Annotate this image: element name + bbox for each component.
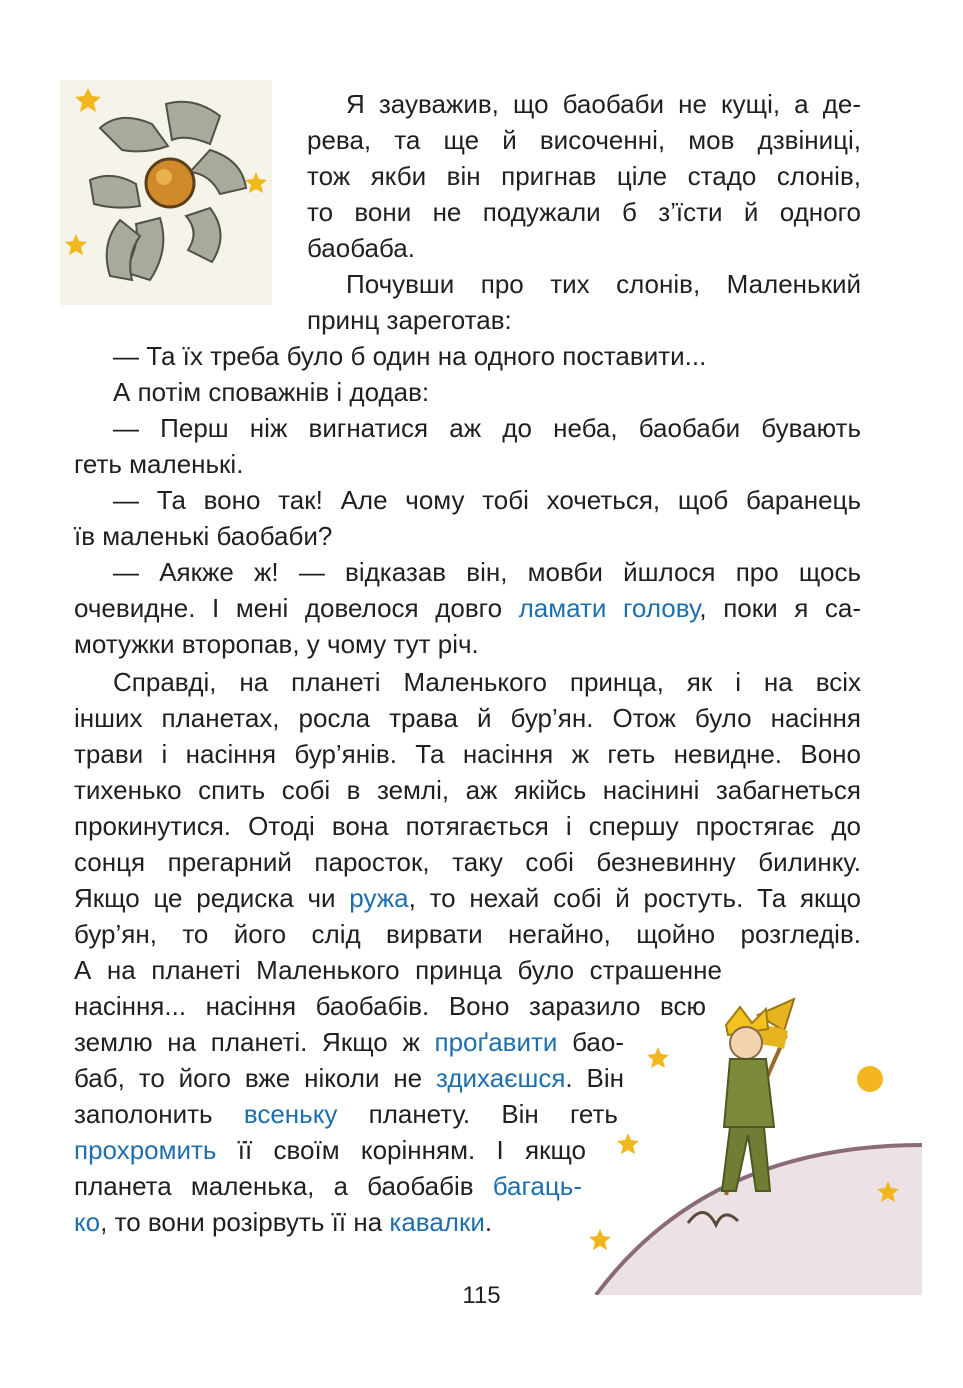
- text-segment: їв маленькі баобаби?: [74, 521, 333, 551]
- text-segment: землю на планеті. Якщо ж: [74, 1027, 435, 1057]
- text-line: [74, 988, 706, 1024]
- text-line: [346, 86, 861, 122]
- text-segment: її своїм корінням. І якщо: [216, 1135, 586, 1165]
- glossary-word-link[interactable]: прохромить: [74, 1135, 217, 1165]
- text-segment: мотужки второпав, у чому тут річ.: [74, 629, 479, 659]
- glossary-word-link[interactable]: ружа: [349, 883, 409, 913]
- text-segment: — Перш ніж вигнатися аж до неба, баобаби бувають: [113, 413, 861, 443]
- text-segment: , то нехай собі й ростуть. Та якщо: [408, 883, 861, 913]
- text-line: [346, 266, 861, 302]
- baobab-elephants-illustration: [60, 80, 272, 305]
- text-segment: інших планетах, росла трава й бур’ян. Отож було насіння: [74, 703, 861, 733]
- text-segment: насіння... насіння баобабів. Воно заразило всю: [74, 991, 706, 1021]
- text-line: [74, 626, 861, 662]
- text-segment: А потім споважнів і додав:: [113, 377, 430, 407]
- text-line: [307, 302, 861, 338]
- text-line: [74, 844, 861, 880]
- text-line: [74, 446, 861, 482]
- text-segment: баобаба.: [307, 233, 415, 263]
- text-line: [74, 880, 861, 916]
- text-segment: то вони не подужали б з’їсти й одного: [307, 197, 861, 227]
- text-line: [113, 410, 861, 446]
- text-segment: , то вони розірвуть її на: [100, 1207, 390, 1237]
- text-line: [74, 518, 861, 554]
- text-line: [74, 1204, 560, 1240]
- text-segment: . Він: [565, 1063, 624, 1093]
- text-line: [113, 374, 861, 410]
- text-line: [74, 916, 861, 952]
- glossary-word-link[interactable]: всеньку: [243, 1099, 338, 1129]
- text-segment: Якщо це редиска чи: [74, 883, 350, 913]
- text-line: [113, 338, 861, 374]
- text-line: [74, 808, 861, 844]
- text-segment: — Аякже ж! — відказав він, мовби йшлося про щось: [113, 557, 861, 587]
- text-line: [74, 952, 722, 988]
- text-segment: геть маленькі.: [74, 449, 244, 479]
- text-segment: .: [484, 1207, 493, 1237]
- text-line: [74, 1096, 618, 1132]
- text-line: [307, 230, 861, 266]
- text-line: [74, 1168, 582, 1204]
- text-segment: Справді, на планеті Маленького принца, як і на всіх: [113, 667, 861, 697]
- glossary-word-link[interactable]: проґавити: [434, 1027, 558, 1057]
- text-segment: баб, то його вже ніколи не: [74, 1063, 436, 1093]
- text-segment: тож якби він пригнав ціле стадо слонів,: [307, 161, 861, 191]
- text-line: [113, 554, 861, 590]
- text-segment: планета маленька, а баобабів: [74, 1171, 493, 1201]
- text-line: [74, 700, 861, 736]
- text-segment: бур’ян, то його слід вирвати негайно, щойно розгледів.: [74, 919, 861, 949]
- text-line: [74, 590, 861, 626]
- page-number: 115: [462, 1282, 501, 1309]
- text-segment: сонця прегарний паросток, таку собі безневинну билинку.: [74, 847, 861, 877]
- text-segment: очевидне. І мені довелося довго: [74, 593, 519, 623]
- text-line: [307, 158, 861, 194]
- glossary-word-link[interactable]: здихаєшся: [436, 1063, 566, 1093]
- text-segment: тихенько спить собі в землі, аж якійсь насінині забагнеться: [74, 775, 861, 805]
- text-line: [113, 482, 861, 518]
- text-line: [307, 122, 861, 158]
- text-line: [307, 194, 861, 230]
- text-segment: бао-: [557, 1027, 624, 1057]
- text-segment: Я зауважив, що баобаби не кущі, а де-: [346, 89, 861, 119]
- text-segment: прокинутися. Отоді вона потягається і спершу простягає до: [74, 811, 861, 841]
- text-segment: , поки я са-: [699, 593, 861, 623]
- little-prince-illustration: [588, 995, 922, 1295]
- text-line: [113, 664, 861, 700]
- text-line: [74, 772, 861, 808]
- text-segment: Почувши про тих слонів, Маленький: [346, 269, 861, 299]
- text-segment: — Та воно так! Але чому тобі хочеться, щоб баранець: [113, 485, 861, 515]
- glossary-word-link[interactable]: кавалки: [389, 1207, 485, 1237]
- text-segment: принц зареготав:: [307, 305, 512, 335]
- text-line: [74, 1132, 586, 1168]
- glossary-word-link[interactable]: ко: [74, 1207, 101, 1237]
- glossary-word-link[interactable]: багаць-: [492, 1171, 582, 1201]
- text-line: [74, 736, 861, 772]
- text-line: [74, 1060, 624, 1096]
- glossary-word-link[interactable]: ламати голову: [518, 593, 700, 623]
- text-segment: А на планеті Маленького принца було страшенне: [74, 955, 722, 985]
- text-segment: — Та їх треба було б один на одного поставити...: [113, 341, 707, 371]
- text-segment: трави і насіння бур’янів. Та насіння ж геть невидне. Воно: [74, 739, 861, 769]
- text-segment: планету. Він геть: [337, 1099, 618, 1129]
- text-segment: заполонить: [74, 1099, 244, 1129]
- text-line: [74, 1024, 624, 1060]
- text-segment: рева, та ще й височенні, мов дзвіниці,: [307, 125, 861, 155]
